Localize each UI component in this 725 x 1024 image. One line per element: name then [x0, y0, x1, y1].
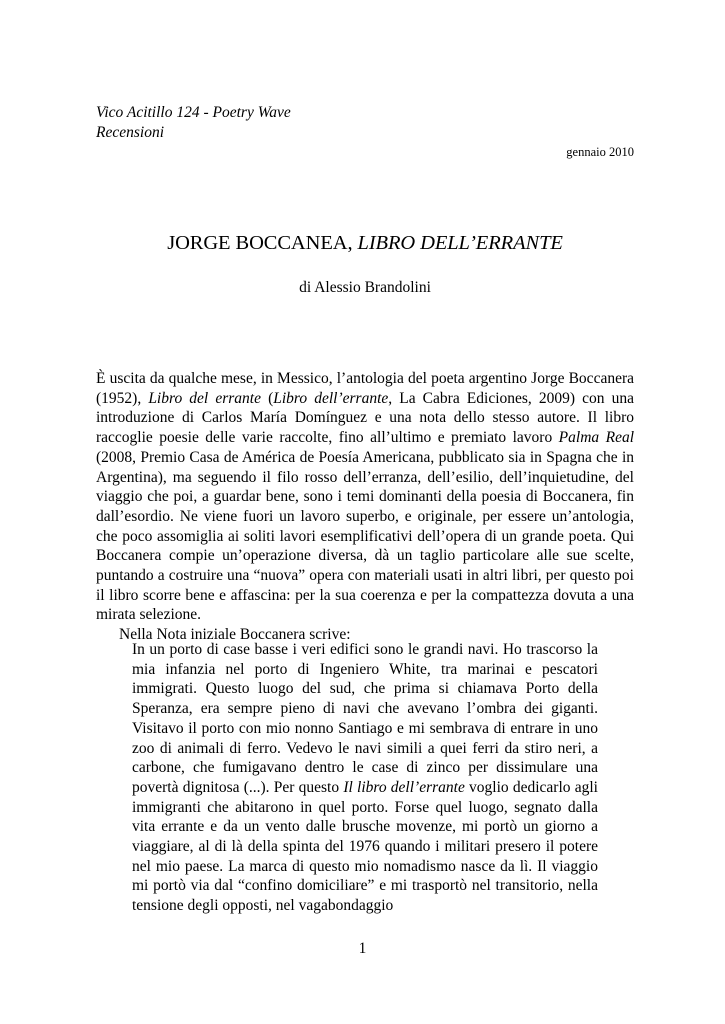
header [96, 103, 634, 143]
paragraph-1-title-it: Libro dell’errante [273, 389, 389, 407]
paragraph-1-text-a: È uscita da qualche mese, in Messico, l’antologia del poeta argentino Jorge Boccanera (1952), [96, 370, 634, 407]
paragraph-1-text-d: (2008, Premio Casa de América de Poesía Americana, pubblicato sia in Spagna che in Argentina), ma seguendo il filo rosso dell’erranza, dell’esilio, dell’inquietudine, del viaggio che poi, a guardar bene, sono i temi dominanti della poesia di Boccanera, fin dall’esordio. Ne viene fuori un lavoro superbo, e originale, per essere un’antologia, che poco assomiglia ai soliti lavori esemplificativi dell’opera di un grande poeta. Qui Boccanera compie un’operazione diversa, dà un taglio particolare alle sue scelte, puntando a costruire una “nuova” opera con materiali usati in altri libri, per questo poi il libro scorre bene e affascina: per la sua coerenza e per la compattezza dovuta a una mirata selezione. [96, 448, 634, 624]
quote-paragraph [132, 640, 598, 916]
quote-title: Il libro dell’errante [343, 778, 465, 796]
paragraph-1-title-es: Libro del errante [148, 389, 261, 407]
paragraph-1-text-b: ( [260, 389, 274, 407]
title-author: JORGE BOCCANEA, [167, 232, 358, 254]
paragraph-1-text-c: , La Cabra Ediciones, 2009) con una introduzione di Carlos María Domínguez e una nota dello stesso autore. Il libro raccoglie poesie delle varie raccolte, fino all’ultimo e premiato lavoro [96, 389, 635, 447]
paragraph-1 [96, 369, 634, 625]
quote-text-a: In un porto di case basse i veri edifici sono le grandi navi. Ho trascorso la mia infanzia nel porto di Ingeniero White, tra marinai e pescatori immigrati. Questo luogo del sud, che prima si chiamava Porto della Speranza, era sempre pieno di navi che avevano l’ombra dei giganti. Visitavo il porto con mio nonno Santiago e mi sembrava di entrare in uno zoo di animali di ferro. Vedevo le navi simili a quei ferri da stiro neri, a carbone, che fumigavano dentro le case di zinco per dissimulare una povertà dignitosa (...). Per questo [132, 641, 598, 796]
page-number: 1 [358, 940, 367, 957]
header-publication: Vico Acitillo 124 - Poetry Wave [96, 104, 291, 121]
publication-date: gennaio 2010 [566, 145, 634, 159]
paragraph-2: Nella Nota iniziale Boccanera scrive: [119, 626, 351, 644]
paragraph-1-title-palma: Palma Real [558, 429, 635, 447]
article-body [96, 369, 634, 645]
header-section: Recensioni [96, 124, 165, 141]
byline: di Alessio Brandolini [299, 279, 431, 296]
quote-text-b: voglio dedicarlo agli immigranti che abitarono in quel porto. Forse quel luogo, segnato dalla vita errante e da un vento dalle brusche movenze, mi portò un giorno a viaggiare, al di là della spinta del 1976 quando i militari presero il potere nel mio paese. La marca di questo mio nomadismo nasce da lì. Il viaggio mi portò via dal “confino domiciliare” e mi trasportò nel transitorio, nella tensione degli opposti, nel vagabondaggio [132, 778, 598, 915]
block-quote [132, 640, 598, 916]
title-work: LIBRO DELL’ERRANTE [357, 232, 563, 254]
article-title [96, 232, 634, 255]
